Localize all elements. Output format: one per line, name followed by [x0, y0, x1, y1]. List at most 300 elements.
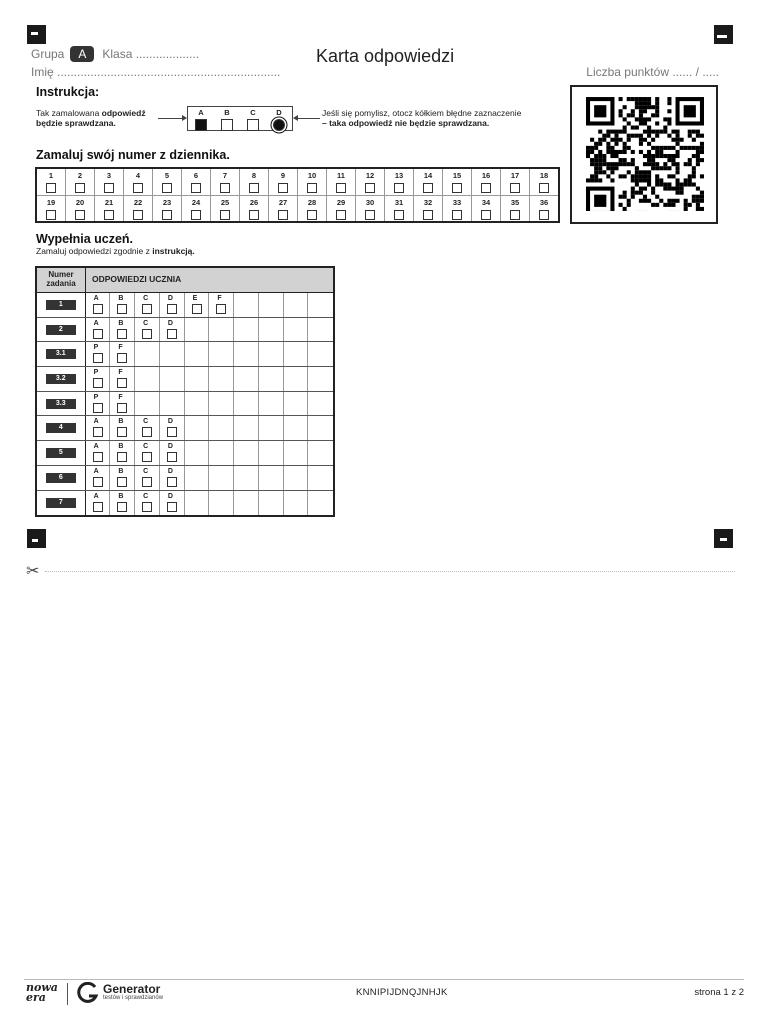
dziennik-cell[interactable] [298, 196, 327, 221]
dziennik-number: 14 [423, 171, 433, 180]
checkbox-icon[interactable] [167, 477, 177, 487]
answer-cell[interactable] [209, 293, 234, 317]
grupa-badge: A [70, 46, 94, 62]
dziennik-number: 33 [452, 198, 462, 207]
answer-cell [259, 392, 284, 416]
checkbox-icon[interactable] [117, 452, 127, 462]
answer-cell [209, 491, 234, 516]
checkbox-icon[interactable] [394, 183, 404, 193]
checkbox-icon[interactable] [192, 304, 202, 314]
answer-cell[interactable] [160, 318, 185, 342]
answer-cell [259, 367, 284, 391]
dziennik-cell[interactable] [414, 196, 443, 221]
dziennik-number: 26 [249, 198, 259, 207]
answer-cell[interactable] [110, 318, 135, 342]
dziennik-cell[interactable] [385, 196, 414, 221]
table-row [37, 293, 333, 318]
answer-option-label: P [93, 369, 99, 377]
answer-option-label: B [118, 467, 124, 475]
answer-cell [209, 392, 234, 416]
checkbox-icon[interactable] [46, 210, 56, 220]
checkbox-icon[interactable] [117, 477, 127, 487]
wypelnia-subtitle [36, 246, 195, 256]
checkbox-icon[interactable] [93, 502, 103, 512]
qr-code [570, 85, 718, 224]
task-number-cell [37, 441, 86, 465]
dziennik-cell[interactable] [182, 169, 211, 195]
task-number-cell [37, 416, 86, 440]
dziennik-number: 6 [193, 171, 199, 180]
answer-cell [284, 392, 309, 416]
answer-cell [234, 416, 259, 440]
checkbox-icon[interactable] [307, 210, 317, 220]
answer-option-label: B [118, 418, 124, 426]
example-option-a [188, 108, 214, 130]
checkbox-icon[interactable] [104, 210, 114, 220]
dziennik-number: 35 [510, 198, 520, 207]
imie-line: Imię ................................................................... [31, 65, 281, 79]
answer-cell [284, 491, 309, 516]
empty-box-icon [221, 119, 233, 131]
generator-brand-sub: testów i sprawdzianów [103, 995, 164, 1001]
checkbox-icon[interactable] [249, 210, 259, 220]
generator-brand: Generator [103, 982, 161, 996]
answer-option-label: A [93, 418, 99, 426]
checkbox-icon[interactable] [142, 329, 152, 339]
task-number-cell [37, 367, 86, 391]
instr-left-bold2: będzie sprawdzana. [36, 118, 116, 128]
checkbox-icon[interactable] [133, 210, 143, 220]
dziennik-number: 18 [539, 171, 549, 180]
sheet-code: KNNIPIJDNQJNHJK [356, 987, 448, 998]
answer-option-label: P [93, 393, 99, 401]
answer-cell [259, 342, 284, 366]
checkbox-icon[interactable] [452, 210, 462, 220]
checkbox-icon[interactable] [117, 353, 127, 363]
arrow-right-icon [158, 118, 186, 119]
checkbox-icon[interactable] [142, 427, 152, 437]
dziennik-cell[interactable] [298, 169, 327, 195]
checkbox-icon[interactable] [93, 477, 103, 487]
dziennik-number: 34 [481, 198, 491, 207]
checkbox-icon[interactable] [510, 210, 520, 220]
answer-option-label: E [192, 295, 198, 302]
answer-cell [160, 342, 185, 366]
answer-option-label: C [143, 443, 149, 451]
checkbox-icon[interactable] [142, 477, 152, 487]
answer-option-label: D [167, 295, 173, 302]
answers-table [35, 266, 335, 517]
wypelnia-title: Wypełnia uczeń. [36, 232, 134, 246]
answer-cell [234, 293, 259, 317]
task-number-cell [37, 392, 86, 416]
checkbox-icon[interactable] [117, 378, 127, 388]
answer-cell [185, 466, 210, 490]
dziennik-cell[interactable] [66, 196, 95, 221]
checkbox-icon[interactable] [249, 183, 259, 193]
footer-divider [24, 979, 744, 980]
dziennik-number: 15 [452, 171, 462, 180]
checkbox-icon[interactable] [93, 427, 103, 437]
checkbox-icon[interactable] [104, 183, 114, 193]
checkbox-icon[interactable] [93, 452, 103, 462]
task-number: 3.1 [46, 349, 76, 359]
logo-line2: era [26, 991, 46, 1004]
checkbox-icon[interactable] [167, 502, 177, 512]
dziennik-cell[interactable] [211, 196, 240, 221]
checkbox-icon[interactable] [394, 210, 404, 220]
punkty-line: Liczba punktów ...... / ..... [586, 65, 719, 79]
answer-option-label: C [143, 467, 149, 475]
checkbox-icon[interactable] [75, 183, 85, 193]
task-number-cell [37, 466, 86, 490]
answer-cell[interactable] [86, 342, 111, 366]
answer-cell [160, 367, 185, 391]
checkbox-icon[interactable] [539, 183, 549, 193]
checkbox-icon[interactable] [365, 183, 375, 193]
answer-cell[interactable] [110, 466, 135, 490]
scissors-icon: ✂ [26, 563, 40, 580]
checkbox-icon[interactable] [133, 183, 143, 193]
dziennik-cell[interactable] [530, 169, 558, 195]
answer-cell [185, 392, 210, 416]
answer-cell[interactable] [86, 416, 111, 440]
checkbox-icon[interactable] [167, 329, 177, 339]
dziennik-number: 28 [307, 198, 317, 207]
answer-cell [234, 491, 259, 516]
checkbox-icon[interactable] [365, 210, 375, 220]
answer-cell [308, 416, 333, 440]
example-option-c [240, 108, 266, 130]
dziennik-cell[interactable] [269, 196, 298, 221]
answer-cell[interactable] [160, 293, 185, 317]
dziennik-number: 27 [278, 198, 288, 207]
dziennik-number: 1 [48, 171, 54, 180]
answer-option-label: C [143, 418, 149, 426]
dziennik-number: 8 [251, 171, 257, 180]
checkbox-icon[interactable] [117, 304, 127, 314]
checkbox-icon[interactable] [220, 183, 230, 193]
arrow-left-icon [294, 118, 320, 119]
checkbox-icon[interactable] [93, 304, 103, 314]
answer-cell[interactable] [86, 491, 111, 516]
checkbox-icon[interactable] [93, 329, 103, 339]
grupa-klasa-line [31, 46, 199, 62]
task-number: 1 [46, 300, 76, 310]
dziennik-number: 11 [337, 171, 345, 180]
answer-option-label: C [143, 319, 149, 327]
answer-cell[interactable] [185, 293, 210, 317]
answer-option-label: B [118, 492, 124, 500]
checkbox-icon[interactable] [142, 502, 152, 512]
checkbox-icon[interactable] [162, 183, 172, 193]
answer-option-label: B [118, 295, 124, 302]
answer-cell[interactable] [110, 342, 135, 366]
empty-box-icon [247, 119, 259, 131]
answer-cell[interactable] [86, 392, 111, 416]
checkbox-icon[interactable] [93, 353, 103, 363]
dziennik-number: 36 [539, 198, 549, 207]
checkbox-icon[interactable] [117, 329, 127, 339]
dziennik-number: 21 [104, 198, 114, 207]
answer-cell[interactable] [160, 416, 185, 440]
dziennik-number: 32 [423, 198, 433, 207]
table-row [37, 441, 333, 466]
checkbox-icon[interactable] [117, 502, 127, 512]
col-odpowiedzi-ucznia: ODPOWIEDZI UCZNIA [92, 274, 182, 284]
answer-cell [234, 466, 259, 490]
answer-cell[interactable] [86, 293, 111, 317]
answer-cell[interactable] [135, 491, 160, 516]
dziennik-cell[interactable] [211, 169, 240, 195]
dziennik-cell[interactable] [530, 196, 558, 221]
answer-cell [308, 318, 333, 342]
dziennik-cell[interactable] [37, 169, 66, 195]
checkbox-icon[interactable] [46, 183, 56, 193]
dziennik-cell[interactable] [153, 196, 182, 221]
dziennik-cell[interactable] [95, 169, 124, 195]
dziennik-cell[interactable] [501, 169, 530, 195]
answer-cell [160, 392, 185, 416]
dziennik-cell[interactable] [95, 196, 124, 221]
filled-box-icon [195, 119, 207, 131]
dziennik-grid [35, 167, 560, 223]
task-number: 3.3 [46, 399, 76, 409]
answers-table-header [37, 268, 333, 293]
answer-cell [209, 466, 234, 490]
answer-option-label: B [118, 443, 124, 451]
task-number-cell [37, 293, 86, 317]
checkbox-icon[interactable] [93, 403, 103, 413]
checkbox-icon[interactable] [481, 183, 491, 193]
checkbox-icon[interactable] [336, 183, 346, 193]
circled-box-icon [273, 119, 285, 131]
example-option-d [266, 108, 292, 130]
table-row [37, 318, 333, 343]
answer-cell [209, 318, 234, 342]
dziennik-cell[interactable] [153, 169, 182, 195]
instrukcja-title: Instrukcja: [36, 85, 100, 99]
checkbox-icon[interactable] [220, 210, 230, 220]
task-number-cell [37, 491, 86, 516]
task-number: 6 [46, 473, 76, 483]
dziennik-number: 3 [106, 171, 112, 180]
answer-cell[interactable] [135, 416, 160, 440]
answer-cell [234, 318, 259, 342]
answer-option-label: A [93, 295, 99, 302]
answer-cell[interactable] [160, 466, 185, 490]
answer-cell [185, 367, 210, 391]
dziennik-number: 16 [481, 171, 491, 180]
task-number: 7 [46, 498, 76, 508]
answer-cell [259, 318, 284, 342]
dziennik-number: 12 [365, 171, 375, 180]
answer-cell[interactable] [110, 441, 135, 465]
dziennik-cell[interactable] [327, 169, 356, 195]
answer-cell[interactable] [86, 466, 111, 490]
answer-cell[interactable] [135, 318, 160, 342]
checkbox-icon[interactable] [216, 304, 226, 314]
dziennik-cell[interactable] [124, 169, 153, 195]
task-number: 4 [46, 423, 76, 433]
answer-cell [284, 466, 309, 490]
answer-option-label: A [93, 492, 99, 500]
checkbox-icon[interactable] [307, 183, 317, 193]
cut-line [45, 571, 735, 572]
instr-right-bold: – taka odpowiedź nie będzie sprawdzana. [322, 118, 490, 128]
answer-cell [284, 416, 309, 440]
dziennik-cell[interactable] [66, 169, 95, 195]
dziennik-number: 5 [164, 171, 170, 180]
dziennik-number: 10 [307, 171, 317, 180]
answer-option-label: F [118, 393, 123, 401]
checkbox-icon[interactable] [191, 210, 201, 220]
checkbox-icon[interactable] [539, 210, 549, 220]
answer-cell [308, 342, 333, 366]
checkbox-icon[interactable] [167, 427, 177, 437]
answer-cell[interactable] [110, 367, 135, 391]
answer-cell [234, 441, 259, 465]
answers-table-body [37, 293, 333, 515]
page-title: Karta odpowiedzi [316, 46, 455, 66]
answer-cell [284, 367, 309, 391]
answer-cell[interactable] [160, 491, 185, 516]
dziennik-number: 24 [191, 198, 201, 207]
dziennik-cell[interactable] [472, 169, 501, 195]
table-row [37, 491, 333, 516]
checkbox-icon[interactable] [191, 183, 201, 193]
answer-cell[interactable] [135, 466, 160, 490]
instr-right-plain: Jeśli się pomylisz, otocz kółkiem błędne zaznaczenie [322, 108, 522, 118]
answer-cell [234, 392, 259, 416]
dziennik-cell[interactable] [37, 196, 66, 221]
dziennik-number: 4 [135, 171, 141, 180]
task-number: 3.2 [46, 374, 76, 384]
checkbox-icon[interactable] [75, 210, 85, 220]
dziennik-cell[interactable] [269, 169, 298, 195]
dziennik-number: 25 [220, 198, 230, 207]
checkbox-icon[interactable] [278, 210, 288, 220]
answer-cell [308, 441, 333, 465]
answer-option-label: F [118, 369, 123, 377]
dziennik-cell[interactable] [356, 169, 385, 195]
checkbox-icon[interactable] [162, 210, 172, 220]
checkbox-icon[interactable] [142, 304, 152, 314]
checkbox-icon[interactable] [117, 403, 127, 413]
answer-cell[interactable] [135, 293, 160, 317]
task-number: 5 [46, 448, 76, 458]
answer-cell [185, 318, 210, 342]
page-number: strona 1 z 2 [694, 987, 744, 998]
task-number: 2 [46, 325, 76, 335]
answer-cell [284, 441, 309, 465]
answer-cell[interactable] [110, 293, 135, 317]
dziennik-cell[interactable] [240, 196, 269, 221]
dziennik-number: 19 [46, 198, 56, 207]
dziennik-number: 17 [510, 171, 520, 180]
answer-cell[interactable] [110, 416, 135, 440]
dziennik-cell[interactable] [443, 169, 472, 195]
example-label-a: A [198, 108, 204, 117]
answer-cell [259, 466, 284, 490]
col-numer-zadania: Numer zadania [37, 268, 86, 292]
wyp-sub-bold: instrukcją. [152, 246, 195, 256]
dziennik-cell[interactable] [472, 196, 501, 221]
answer-cell[interactable] [160, 441, 185, 465]
checkbox-icon[interactable] [336, 210, 346, 220]
dziennik-cell[interactable] [124, 196, 153, 221]
checkbox-icon[interactable] [278, 183, 288, 193]
answer-option-label: A [93, 467, 99, 475]
answer-cell[interactable] [110, 392, 135, 416]
answer-cell [308, 466, 333, 490]
answer-cell [185, 416, 210, 440]
answer-option-label: C [143, 295, 149, 302]
checkbox-icon[interactable] [167, 304, 177, 314]
answer-option-label: F [217, 295, 222, 302]
table-row [37, 416, 333, 441]
answer-cell [209, 441, 234, 465]
checkbox-icon[interactable] [117, 427, 127, 437]
dziennik-cell[interactable] [356, 196, 385, 221]
answer-cell [185, 491, 210, 516]
checkbox-icon[interactable] [423, 210, 433, 220]
task-number-cell [37, 318, 86, 342]
answer-cell [308, 392, 333, 416]
answer-option-label: D [167, 492, 173, 500]
dziennik-number: 7 [222, 171, 228, 180]
checkbox-icon[interactable] [452, 183, 462, 193]
table-row [37, 392, 333, 417]
dziennik-number: 30 [365, 198, 375, 207]
checkbox-icon[interactable] [167, 452, 177, 462]
checkbox-icon[interactable] [142, 452, 152, 462]
answer-cell[interactable] [86, 367, 111, 391]
checkbox-icon[interactable] [510, 183, 520, 193]
answer-cell[interactable] [86, 441, 111, 465]
checkbox-icon[interactable] [423, 183, 433, 193]
table-row [37, 342, 333, 367]
answer-cell [308, 293, 333, 317]
dziennik-number: 2 [77, 171, 83, 180]
dziennik-number: 22 [133, 198, 143, 207]
answer-cell[interactable] [86, 318, 111, 342]
dziennik-cell[interactable] [501, 196, 530, 221]
dziennik-cell[interactable] [327, 196, 356, 221]
answer-cell [284, 342, 309, 366]
nowa-era-logo [26, 983, 58, 1003]
answer-option-label: C [143, 492, 149, 500]
dziennik-cell[interactable] [240, 169, 269, 195]
checkbox-icon[interactable] [481, 210, 491, 220]
answer-option-label: F [118, 344, 123, 352]
dziennik-number: 20 [75, 198, 85, 207]
answer-cell [209, 342, 234, 366]
dziennik-cell[interactable] [414, 169, 443, 195]
answer-cell [135, 392, 160, 416]
answer-cell [259, 491, 284, 516]
dziennik-cell[interactable] [385, 169, 414, 195]
answer-cell[interactable] [110, 491, 135, 516]
answer-option-label: D [167, 418, 173, 426]
answer-cell [259, 416, 284, 440]
dziennik-row-1 [37, 169, 558, 195]
checkbox-icon[interactable] [93, 378, 103, 388]
dziennik-cell[interactable] [182, 196, 211, 221]
dziennik-cell[interactable] [443, 196, 472, 221]
example-option-b [214, 108, 240, 130]
answer-cell[interactable] [135, 441, 160, 465]
